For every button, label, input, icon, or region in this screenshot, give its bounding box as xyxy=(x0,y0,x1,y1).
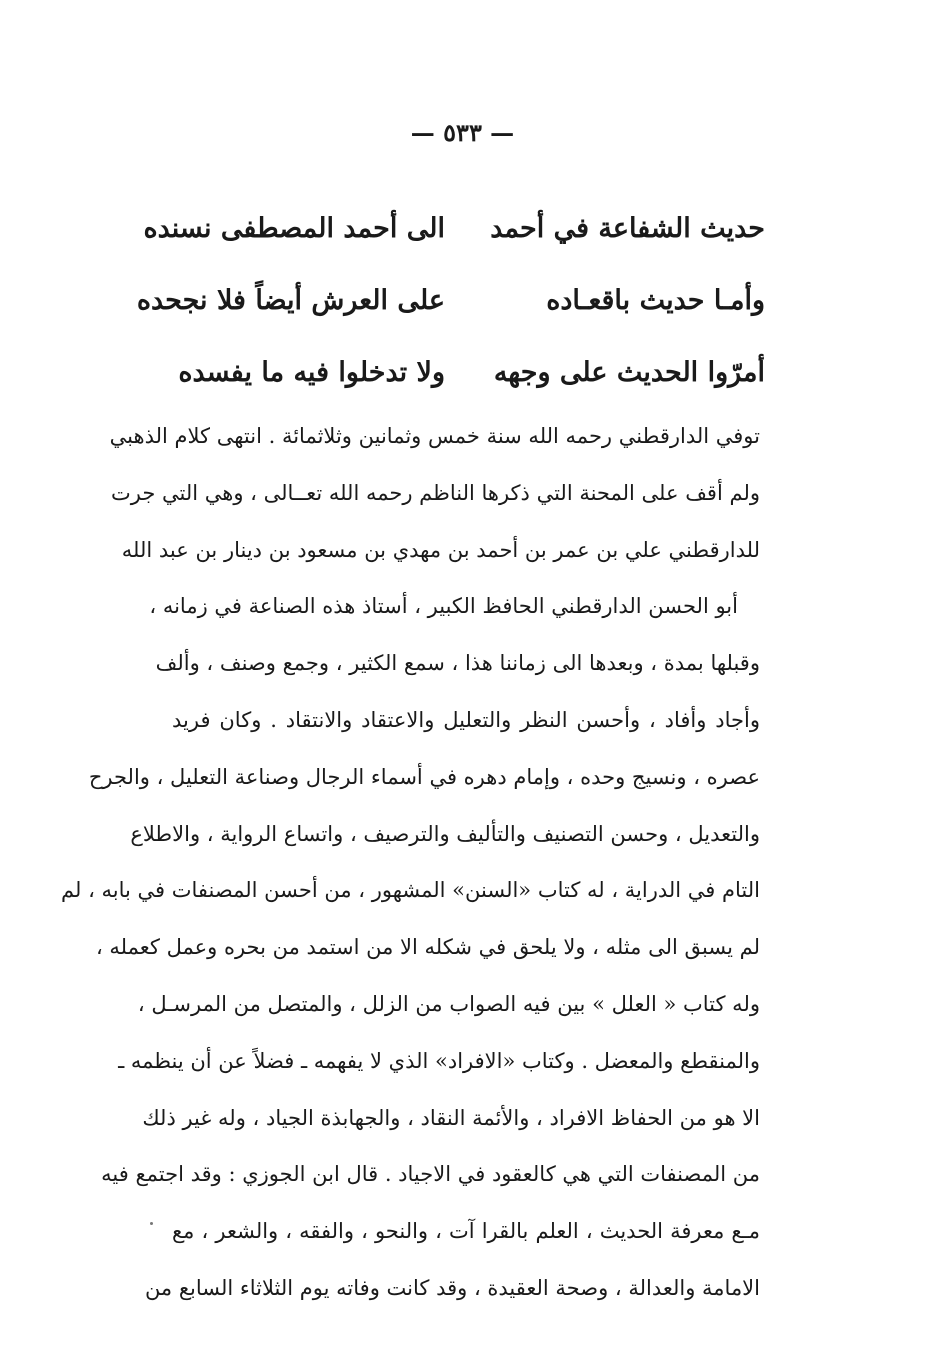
text-line: عصره ، ونسيج وحده ، وإمام دهره في أسماء الرجال وصناعة التعليل ، والجرح xyxy=(88,764,760,789)
text-line: أبو الحسن الدارقطني الحافظ الكبير ، أستاذ هذه الصناعة في زمانه ، xyxy=(149,594,738,619)
verse-second-hemistich: ولا تدخلوا فيه ما يفسده xyxy=(178,356,445,388)
text-line: والمنقطع والمعضل . وكتاب «الافراد» الذي لا يفهمه ـ فضلاً عن أن ينظمه ـ xyxy=(118,1048,760,1073)
text-line: وأجاد وأفاد ، وأحسن النظر والتعليل والاعتقاد والانتقاد . وكان فريد xyxy=(172,707,760,732)
text-line: وقبلها بمدة ، وبعدها الى زماننا هذا ، سمع الكثير ، وجمع وصنف ، وألف xyxy=(155,651,760,676)
text-line: الامامة والعدالة ، وصحة العقيدة ، وقد كانت وفاته يوم الثلاثاء السابع من xyxy=(144,1275,760,1300)
poem-verse xyxy=(136,264,765,336)
text-line: ولم أقف على المحنة التي ذكرها الناظم رحمه الله تعــالى ، وهي التي جرت xyxy=(110,480,760,505)
text-line: لم يسبق الى مثله ، ولا يلحق في شكله الا من استمد من بحره وعمل كعمله ، xyxy=(95,935,760,960)
text-line: الا هو من الحفاظ الافراد ، والأئمة النقاد ، والجهابذة الجياد ، وله غير ذلك xyxy=(142,1105,760,1130)
poem-verse xyxy=(143,192,765,264)
verse-first-hemistich: حديث الشفاعة في أحمد xyxy=(490,212,765,244)
verse-second-hemistich: الى أحمد المصطفى نسنده xyxy=(143,212,445,244)
page-number: — ٥٣٣ — xyxy=(410,118,515,147)
verse-first-hemistich: أمرّوا الحديث على وجهه xyxy=(493,356,765,388)
text-line: من المصنفات التي هي كالعقود في الاجياد . قال ابن الجوزي : وقد اجتمع فيه xyxy=(101,1162,760,1187)
poem-block xyxy=(136,192,765,408)
text-line: وله كتاب « العلل » بين فيه الصواب من الزلل ، والمتصل من المرسـل ، xyxy=(137,991,760,1016)
text-line: مـع معرفة الحديث ، العلم بالقرا آت ، والنحو ، والفقه ، والشعر ، مع xyxy=(172,1219,760,1244)
poem-verse xyxy=(178,336,765,408)
text-line: للدارقطني علي بن عمر بن أحمد بن مهدي بن مسعود بن دينار بن عبد الله xyxy=(121,537,760,562)
prose-body xyxy=(61,408,760,1317)
text-line: والتعديل ، وحسن التصنيف والتأليف والترصيف ، واتساع الرواية ، والاطلاع xyxy=(130,821,760,846)
text-line: توفي الدارقطني رحمه الله سنة خمس وثمانين وثلاثمائة . انتهى كلام الذهبي xyxy=(109,424,760,448)
text-line: التام في الدراية ، له كتاب «السنن» المشهور ، من أحسن المصنفات في بابه ، لم xyxy=(61,878,760,903)
verse-second-hemistich: على العرش أيضاً فلا نجحده xyxy=(136,284,445,316)
scan-speck xyxy=(150,1222,153,1225)
verse-first-hemistich: وأمـا حديث باقعـاده xyxy=(546,284,765,316)
